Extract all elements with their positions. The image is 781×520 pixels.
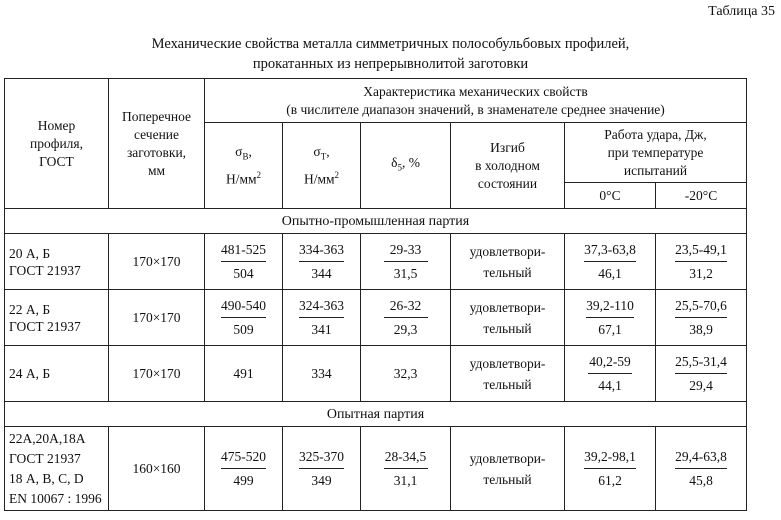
header-bend: Изгиб в холодном состоянии (451, 123, 565, 209)
sigma-v-cell: 491 (205, 346, 283, 402)
impact-0-cell: $\frac{37,3-63,8}{46,1}$ (565, 234, 656, 290)
profile-cell: 24 А, Б (5, 346, 109, 402)
table-row (5, 427, 747, 511)
impact-minus20-cell: $\frac{25,5-70,6}{38,9}$ (656, 290, 747, 346)
impact-0-cell: $\frac{39,2-110}{67,1}$ (565, 290, 656, 346)
table-row (5, 290, 747, 346)
sigma-t-cell: 334 (283, 346, 361, 402)
delta5-cell: 32,3 (361, 346, 451, 402)
table-number: Таблица 35 (708, 4, 775, 19)
header-mechanical: Характеристика механических свойств (в числителе диапазон значений, в знаменателе среднее значение) (205, 79, 747, 123)
sigma-t-cell: $\frac{325-370}{349}$ (283, 427, 361, 511)
profile-cell: 22А,20А,18А ГОСТ 21937 18 A, B, C, D EN 10067 : 1996 (5, 427, 109, 511)
table-title (0, 34, 781, 74)
delta5-cell: $\frac{28-34,5}{31,1}$ (361, 427, 451, 511)
section-cell: 170×170 (109, 290, 205, 346)
header-sigma-v: $\sigma_В$, $Н/мм^2$ (205, 123, 283, 209)
header-temp-0: 0°С (565, 183, 656, 209)
impact-minus20-cell: $\frac{23,5-49,1}{31,2}$ (656, 234, 747, 290)
sigma-v-cell: $\frac{475-520}{499}$ (205, 427, 283, 511)
header-sigma-t: $\sigma_Т$, $Н/мм^2$ (283, 123, 361, 209)
section-cell: 170×170 (109, 346, 205, 402)
title-line-2: прокатанных из непрерывнолитой заготовки (252, 56, 529, 72)
mechanical-properties-table (4, 78, 747, 511)
bend-cell: удовлетвори- тельный (451, 290, 565, 346)
profile-cell: 20 А, Б ГОСТ 21937 (5, 234, 109, 290)
section-header: Опытно-промышленная партия (5, 209, 747, 234)
table-row (5, 346, 747, 402)
sigma-v-cell: $\frac{490-540}{509}$ (205, 290, 283, 346)
impact-0-cell: $\frac{40,2-59}{44,1}$ (565, 346, 656, 402)
bend-cell: удовлетвори- тельный (451, 427, 565, 511)
section-header: Опытная партия (5, 402, 747, 427)
header-section: Поперечное сечение заготовки, мм (109, 79, 205, 209)
header-profile: Номер профиля, ГОСТ (5, 79, 109, 209)
delta5-cell: $\frac{29-33}{31,5}$ (361, 234, 451, 290)
impact-minus20-cell: $\frac{25,5-31,4}{29,4}$ (656, 346, 747, 402)
sigma-t-cell: $\frac{334-363}{344}$ (283, 234, 361, 290)
bend-cell: удовлетвори- тельный (451, 234, 565, 290)
sigma-v-cell: $\frac{481-525}{504}$ (205, 234, 283, 290)
section-cell: 160×160 (109, 427, 205, 511)
sigma-t-cell: $\frac{324-363}{341}$ (283, 290, 361, 346)
title-line-1: Механические свойства металла симметричных полособульбовых профилей, (151, 36, 630, 52)
bend-cell: удовлетвори- тельный (451, 346, 565, 402)
profile-cell: 22 А, Б ГОСТ 21937 (5, 290, 109, 346)
delta5-cell: $\frac{26-32}{29,3}$ (361, 290, 451, 346)
section-cell: 170×170 (109, 234, 205, 290)
header-delta5: $\delta_5$, % (361, 123, 451, 209)
header-impact: Работа удара, Дж, при температуре испытаний (565, 123, 747, 183)
impact-minus20-cell: $\frac{29,4-63,8}{45,8}$ (656, 427, 747, 511)
table-row (5, 234, 747, 290)
header-temp-minus20: -20°С (656, 183, 747, 209)
impact-0-cell: $\frac{39,2-98,1}{61,2}$ (565, 427, 656, 511)
